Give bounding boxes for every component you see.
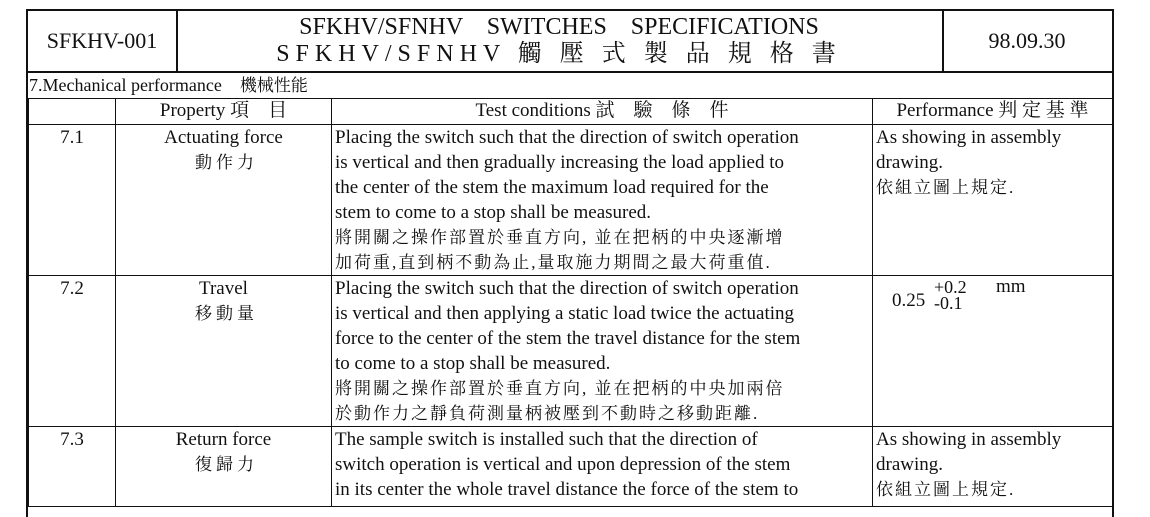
property-cell xyxy=(116,427,332,507)
tolerance-base: 0.25 xyxy=(892,290,926,311)
property-cell xyxy=(116,276,332,427)
condition-line: in its center the whole travel distance the force of the stem to xyxy=(335,479,799,500)
table-header-row xyxy=(29,99,1113,125)
table-row xyxy=(29,276,1113,427)
performance-cell xyxy=(873,276,1113,427)
condition-line: The sample switch is installed such that the direction of xyxy=(335,429,758,450)
condition-line: is vertical and then gradually increasing the load applied to xyxy=(335,152,784,173)
condition-line: to come to a stop shall be measured. xyxy=(335,353,611,374)
section-title-en: 7.Mechanical performance xyxy=(29,75,222,95)
performance-line: As showing in assembly xyxy=(876,429,1062,450)
property-cell xyxy=(116,125,332,276)
table-row xyxy=(29,427,1113,507)
travel-tolerance xyxy=(876,276,1112,336)
col-header-performance: Performance 判 定 基 準 xyxy=(873,99,1113,125)
condition-line-cn: 加荷重,直到柄不動為止,量取施力期間之最大荷重值. xyxy=(335,253,772,272)
document-date: 98.09.30 xyxy=(988,28,1066,53)
performance-cell xyxy=(873,427,1113,507)
table-row xyxy=(29,125,1113,276)
document-header xyxy=(26,9,1114,73)
condition-line: switch operation is vertical and upon depression of the stem xyxy=(335,454,791,475)
tolerance-minus: -0.1 xyxy=(934,293,963,313)
condition-line: the center of the stem the maximum load required for the xyxy=(335,177,769,198)
property-name-cn: 復歸力 xyxy=(195,455,258,474)
performance-cell xyxy=(873,125,1113,276)
condition-line-cn: 將開關之操作部置於垂直方向, 並在把柄的中央加兩倍 xyxy=(335,379,785,398)
condition-line: force to the center of the stem the travel distance for the stem xyxy=(335,328,801,349)
property-name: Travel xyxy=(199,278,248,299)
conditions-cell xyxy=(332,276,873,427)
condition-line: Placing the switch such that the direction of switch operation xyxy=(335,278,799,299)
condition-line-cn: 於動作力之靜負荷測量柄被壓到不動時之移動距離. xyxy=(335,404,760,423)
property-name: Return force xyxy=(175,429,272,450)
condition-line: Placing the switch such that the direction of switch operation xyxy=(335,127,799,148)
performance-line-cn: 依組立圖上規定. xyxy=(876,480,1016,499)
performance-line: drawing. xyxy=(876,152,944,173)
section-heading xyxy=(28,73,308,98)
col-header-conditions: Test conditions 試 驗 條 件 xyxy=(332,99,873,125)
performance-line: As showing in assembly xyxy=(876,127,1062,148)
property-name-cn: 移動量 xyxy=(195,304,258,323)
condition-line: is vertical and then applying a static load twice the actuating xyxy=(335,303,795,324)
property-name-cn: 動作力 xyxy=(195,153,258,172)
document-title xyxy=(176,11,944,71)
document-code: SFKHV-001 xyxy=(28,11,178,71)
col-header-number xyxy=(29,99,116,125)
condition-line-cn: 將開關之操作部置於垂直方向, 並在把柄的中央逐漸增 xyxy=(335,228,785,247)
conditions-cell xyxy=(332,427,873,507)
title-chinese: SFKHV/SFNHV 觸 壓 式 製 品 規 格 書 xyxy=(276,41,842,67)
tolerance-unit: mm xyxy=(996,276,1026,297)
spec-table xyxy=(28,98,1113,507)
col-header-property: Property 項 目 xyxy=(116,99,332,125)
performance-line-cn: 依組立圖上規定. xyxy=(876,178,1016,197)
performance-line: drawing. xyxy=(876,454,944,475)
row-number: 7.3 xyxy=(29,427,116,507)
tolerance-plus: +0.2 xyxy=(934,277,967,297)
property-name: Actuating force xyxy=(164,127,283,148)
condition-line: stem to come to a stop shall be measured. xyxy=(335,202,652,223)
section-title-cn: 機械性能 xyxy=(239,76,308,95)
row-number: 7.1 xyxy=(29,125,116,276)
title-english: SFKHV/SFNHV SWITCHES SPECIFICATIONS xyxy=(299,14,819,40)
spec-section xyxy=(26,73,1114,517)
conditions-cell xyxy=(332,125,873,276)
row-number: 7.2 xyxy=(29,276,116,427)
